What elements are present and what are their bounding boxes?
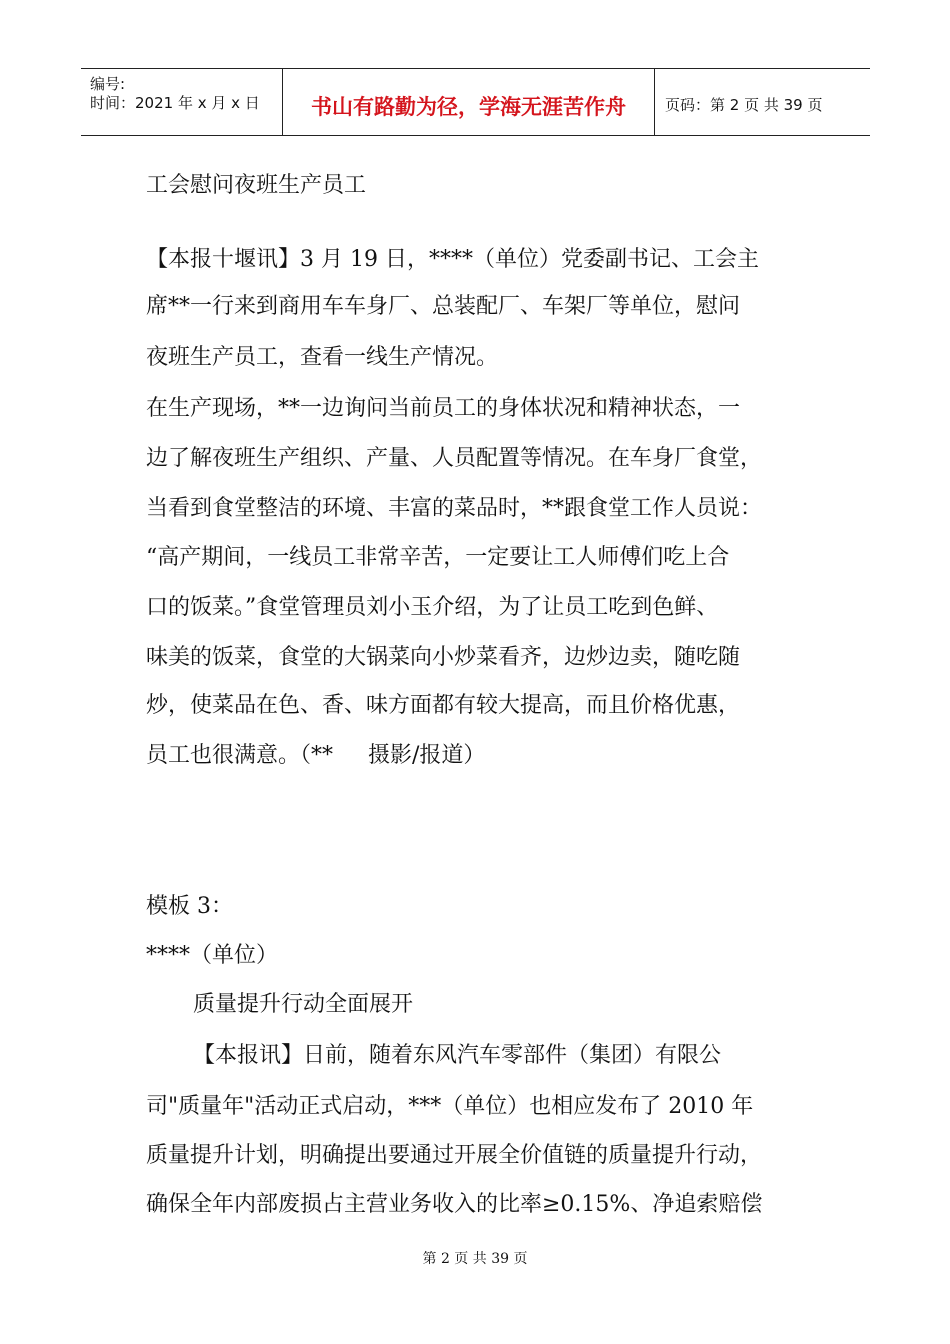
paragraph-line: 当看到食堂整洁的环境、丰富的菜品时，**跟食堂工作人员说： (146, 496, 763, 521)
template-heading: 模板 3： (146, 894, 233, 919)
paragraph-line: 席**一行来到商用车车身厂、总装配厂、车架厂等单位，慰问 (146, 294, 741, 319)
paragraph-line: 夜班生产员工，查看一线生产情况。 (146, 345, 499, 370)
article-title: 质量提升行动全面展开 (193, 992, 414, 1017)
document-time-label: 时间：2021 年 x 月 x 日 (90, 94, 260, 112)
paragraph-line: 【本报讯】日前，随着东风汽车零部件（集团）有限公 (193, 1043, 722, 1068)
page-number-label: 页码：第 2 页 共 39 页 (665, 96, 823, 114)
paragraph-line: 确保全年内部废损占主营业务收入的比率≥0.15%、净追索赔偿 (146, 1192, 763, 1217)
paragraph-line: 员工也很满意。（** 摄影/报道） (146, 743, 486, 768)
paragraph-line: 质量提升计划，明确提出要通过开展全价值链的质量提升行动， (146, 1143, 763, 1168)
header-right-cell (655, 69, 870, 135)
article-title: 工会慰问夜班生产员工 (146, 173, 367, 198)
paragraph-line: 味美的饭菜，食堂的大锅菜向小炒菜看齐，边炒边卖，随吃随 (146, 645, 741, 670)
paragraph-line: 边了解夜班生产组织、产量、人员配置等情况。在车身厂食堂， (146, 446, 763, 471)
paragraph-line: 炒，使菜品在色、香、味方面都有较大提高，而且价格优惠， (146, 693, 741, 718)
paragraph-line: 【本报十堰讯】3 月 19 日，****（单位）党委副书记、工会主 (146, 247, 759, 272)
page-footer: 第 2 页 共 39 页 (422, 1251, 528, 1267)
paragraph-line: 司"质量年"活动正式启动，***（单位）也相应发布了 2010 年 (146, 1094, 754, 1119)
header-left-cell (81, 69, 283, 135)
unit-line: ****（单位） (146, 943, 279, 968)
paragraph-line: “高产期间，一线员工非常辛苦，一定要让工人师傅们吃上合 (146, 545, 730, 570)
header-motto: 书山有路勤为径，学海无涯苦作舟 (311, 95, 626, 119)
header-motto-cell (283, 69, 655, 135)
paragraph-line: 口的饭菜。”食堂管理员刘小玉介绍，为了让员工吃到色鲜、 (146, 595, 719, 620)
paragraph-line: 在生产现场，**一边询问当前员工的身体状况和精神状态，一 (146, 396, 741, 421)
header-table (81, 68, 870, 136)
document-number-label: 编号: (90, 75, 126, 93)
